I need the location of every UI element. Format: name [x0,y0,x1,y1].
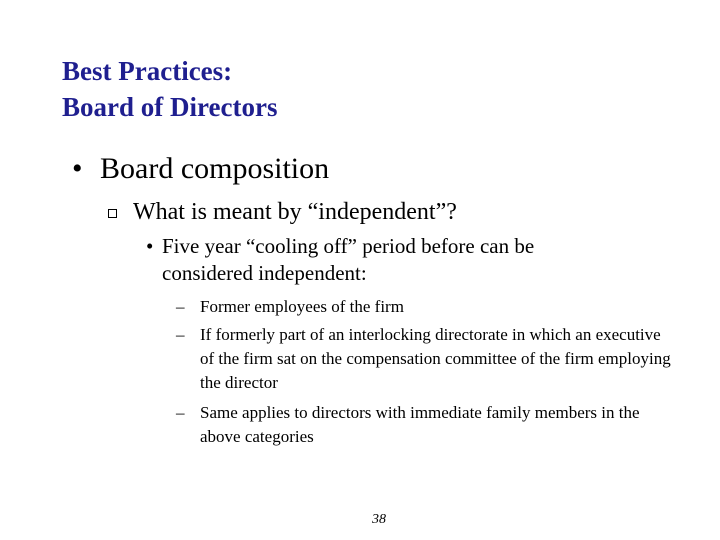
dash-bullet-icon: – [176,297,185,316]
slide-title [62,53,277,125]
title-line-2: Board of Directors [62,92,278,122]
dash-bullet-icon: – [176,325,185,344]
list-item-text: If formerly part of an interlocking directorate in which an executive of the firm sat on the compensation committee of the firm employing the director [200,325,671,392]
subbullet-text: Five year “cooling off” period before can be considered independent: [162,234,535,285]
bullet-icon: • [146,234,154,258]
title-line-1: Best Practices: [62,56,233,86]
bullet-text: Board composition [100,152,330,185]
square-bullet-icon [108,209,117,218]
subbullet-text: What is meant by “independent”? [133,199,457,225]
list-item-text: Former employees of the firm [200,297,404,316]
bullet-icon: • [72,152,83,185]
page-number: 38 [372,512,386,527]
dash-bullet-icon: – [176,403,185,422]
list-item-text: Same applies to directors with immediate family members in the above categories [200,403,640,446]
